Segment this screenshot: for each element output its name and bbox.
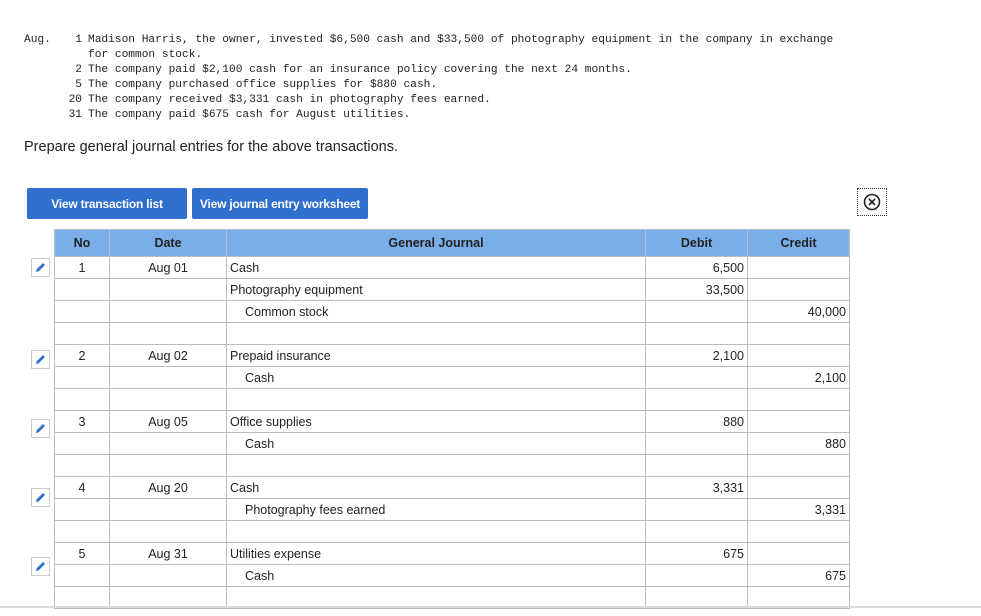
entry-number-cell bbox=[55, 301, 110, 323]
account-cell: Cash bbox=[227, 433, 646, 455]
credit-cell bbox=[748, 323, 850, 345]
pencil-icon bbox=[34, 261, 47, 274]
header-credit: Credit bbox=[748, 230, 850, 257]
credit-cell bbox=[748, 345, 850, 367]
entry-date-cell: Aug 31 bbox=[110, 543, 227, 565]
account-cell bbox=[227, 323, 646, 345]
table-row bbox=[55, 345, 850, 367]
account-cell: Office supplies bbox=[227, 411, 646, 433]
entry-number-cell: 5 bbox=[55, 543, 110, 565]
edit-entry-button[interactable] bbox=[31, 258, 50, 277]
credit-cell: 40,000 bbox=[748, 301, 850, 323]
debit-cell: 3,331 bbox=[646, 477, 748, 499]
month-label bbox=[24, 63, 64, 78]
transaction-line bbox=[24, 48, 833, 63]
transaction-text: The company paid $675 cash for August utilities. bbox=[88, 109, 411, 121]
credit-cell: 2,100 bbox=[748, 367, 850, 389]
debit-cell bbox=[646, 323, 748, 345]
entry-date-cell bbox=[110, 565, 227, 587]
table-row bbox=[55, 301, 850, 323]
debit-cell: 880 bbox=[646, 411, 748, 433]
entry-date-cell bbox=[110, 279, 227, 301]
table-row bbox=[55, 433, 850, 455]
debit-cell bbox=[646, 433, 748, 455]
table-row bbox=[55, 543, 850, 565]
transaction-line bbox=[24, 63, 833, 78]
transaction-line bbox=[24, 33, 833, 48]
transaction-day: 20 bbox=[68, 94, 82, 106]
entry-date-cell bbox=[110, 433, 227, 455]
table-row bbox=[55, 323, 850, 345]
transaction-text: Madison Harris, the owner, invested $6,500 cash and $33,500 of photography equipment in the company in exchange bbox=[88, 34, 834, 46]
edit-entry-button[interactable] bbox=[31, 419, 50, 438]
entry-number-cell: 4 bbox=[55, 477, 110, 499]
table-row bbox=[55, 565, 850, 587]
credit-cell bbox=[748, 257, 850, 279]
transaction-line bbox=[24, 78, 833, 93]
entry-number-cell bbox=[55, 455, 110, 477]
table-header-row bbox=[55, 230, 850, 257]
edit-entry-button[interactable] bbox=[31, 350, 50, 369]
month-label bbox=[24, 93, 64, 108]
transaction-day: 5 bbox=[75, 79, 82, 91]
account-cell: Cash bbox=[227, 367, 646, 389]
entry-number-cell bbox=[55, 389, 110, 411]
account-cell: Cash bbox=[227, 477, 646, 499]
view-transaction-list-button[interactable]: View transaction list bbox=[27, 188, 187, 219]
entry-date-cell bbox=[110, 323, 227, 345]
account-cell: Photography equipment bbox=[227, 279, 646, 301]
entry-number-cell bbox=[55, 565, 110, 587]
entry-number-cell bbox=[55, 323, 110, 345]
transaction-day: 31 bbox=[68, 109, 82, 121]
entry-date-cell: Aug 02 bbox=[110, 345, 227, 367]
bottom-divider bbox=[0, 606, 981, 608]
header-debit: Debit bbox=[646, 230, 748, 257]
entry-number-cell: 3 bbox=[55, 411, 110, 433]
month-label bbox=[24, 78, 64, 93]
credit-cell bbox=[748, 477, 850, 499]
account-cell bbox=[227, 455, 646, 477]
table-row bbox=[55, 389, 850, 411]
instructions: Prepare general journal entries for the above transactions. bbox=[24, 139, 398, 155]
table-row bbox=[55, 279, 850, 301]
credit-cell: 880 bbox=[748, 433, 850, 455]
debit-cell bbox=[646, 499, 748, 521]
entry-number-cell: 2 bbox=[55, 345, 110, 367]
table-row bbox=[55, 477, 850, 499]
entry-number-cell bbox=[55, 521, 110, 543]
debit-cell: 6,500 bbox=[646, 257, 748, 279]
pencil-icon bbox=[34, 491, 47, 504]
account-cell: Photography fees earned bbox=[227, 499, 646, 521]
account-cell: Cash bbox=[227, 257, 646, 279]
debit-cell bbox=[646, 521, 748, 543]
header-general-journal: General Journal bbox=[227, 230, 646, 257]
entry-date-cell bbox=[110, 521, 227, 543]
view-journal-worksheet-button[interactable]: View journal entry worksheet bbox=[192, 188, 368, 219]
general-journal-table bbox=[54, 229, 850, 609]
transaction-day: 1 bbox=[75, 34, 82, 46]
credit-cell bbox=[748, 455, 850, 477]
table-row bbox=[55, 257, 850, 279]
entry-number-cell bbox=[55, 433, 110, 455]
close-button[interactable] bbox=[857, 188, 887, 216]
header-no: No bbox=[55, 230, 110, 257]
entry-date-cell: Aug 01 bbox=[110, 257, 227, 279]
transaction-text: The company purchased office supplies for $880 cash. bbox=[88, 79, 438, 91]
account-cell: Prepaid insurance bbox=[227, 345, 646, 367]
entry-date-cell: Aug 20 bbox=[110, 477, 227, 499]
account-cell: Utilities expense bbox=[227, 543, 646, 565]
account-cell bbox=[227, 521, 646, 543]
entry-date-cell bbox=[110, 389, 227, 411]
debit-cell bbox=[646, 367, 748, 389]
entry-number-cell: 1 bbox=[55, 257, 110, 279]
account-cell bbox=[227, 389, 646, 411]
entry-date-cell bbox=[110, 301, 227, 323]
transaction-line bbox=[24, 108, 833, 123]
entry-number-cell bbox=[55, 499, 110, 521]
credit-cell: 675 bbox=[748, 565, 850, 587]
pencil-icon bbox=[34, 353, 47, 366]
transaction-text: for common stock. bbox=[88, 49, 203, 61]
credit-cell bbox=[748, 389, 850, 411]
month-label bbox=[24, 108, 64, 123]
entry-number-cell bbox=[55, 279, 110, 301]
problem-statement bbox=[24, 33, 833, 123]
debit-cell bbox=[646, 455, 748, 477]
entry-date-cell bbox=[110, 455, 227, 477]
credit-cell bbox=[748, 521, 850, 543]
credit-cell bbox=[748, 543, 850, 565]
account-cell: Cash bbox=[227, 565, 646, 587]
transaction-text: The company received $3,331 cash in photography fees earned. bbox=[88, 94, 491, 106]
credit-cell bbox=[748, 279, 850, 301]
entry-date-cell bbox=[110, 367, 227, 389]
debit-cell: 675 bbox=[646, 543, 748, 565]
debit-cell bbox=[646, 301, 748, 323]
entry-date-cell: Aug 05 bbox=[110, 411, 227, 433]
account-cell: Common stock bbox=[227, 301, 646, 323]
table-row bbox=[55, 411, 850, 433]
debit-cell bbox=[646, 565, 748, 587]
credit-cell bbox=[748, 411, 850, 433]
transaction-text: The company paid $2,100 cash for an insurance policy covering the next 24 months. bbox=[88, 64, 632, 76]
close-circle-icon bbox=[863, 193, 881, 211]
edit-entry-button[interactable] bbox=[31, 557, 50, 576]
credit-cell: 3,331 bbox=[748, 499, 850, 521]
table-row bbox=[55, 367, 850, 389]
debit-cell: 2,100 bbox=[646, 345, 748, 367]
table-row bbox=[55, 499, 850, 521]
entry-date-cell bbox=[110, 499, 227, 521]
table-row bbox=[55, 521, 850, 543]
edit-entry-button[interactable] bbox=[31, 488, 50, 507]
transaction-line bbox=[24, 93, 833, 108]
pencil-icon bbox=[34, 560, 47, 573]
table-row bbox=[55, 455, 850, 477]
month-label: Aug. bbox=[24, 34, 51, 46]
debit-cell bbox=[646, 389, 748, 411]
transaction-day: 2 bbox=[75, 64, 82, 76]
entry-number-cell bbox=[55, 367, 110, 389]
debit-cell: 33,500 bbox=[646, 279, 748, 301]
pencil-icon bbox=[34, 422, 47, 435]
header-date: Date bbox=[110, 230, 227, 257]
